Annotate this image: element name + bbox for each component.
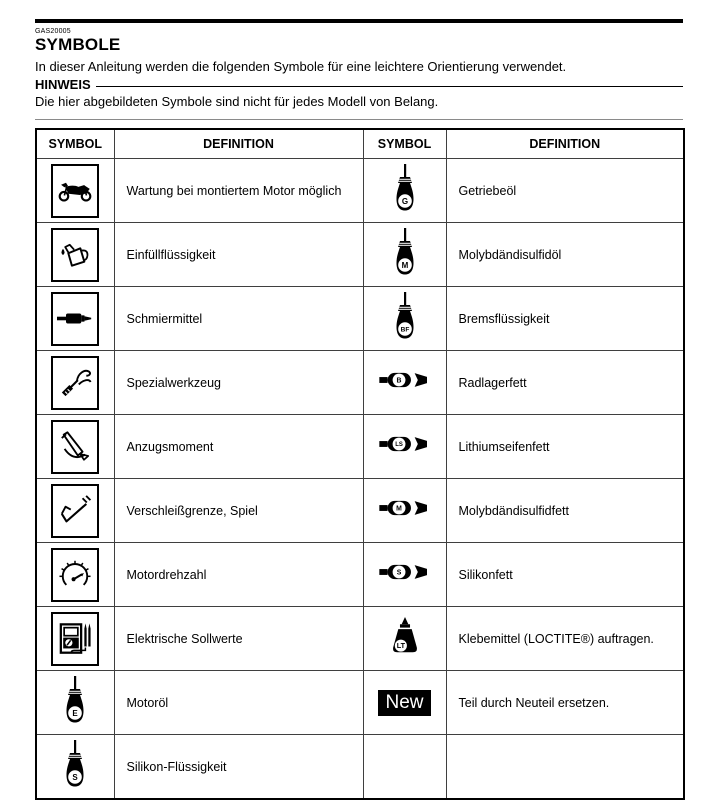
symbol-cell-right [363,543,446,607]
oilcan-icon [392,164,418,212]
definition-text: Klebemittel (LOCTITE®) auftragen. [458,631,654,646]
symbol-cell-right [363,671,446,735]
symbol-cell-right [363,223,446,287]
svg-text:M: M [395,505,402,513]
symbol-box [51,228,99,282]
svg-text:E: E [72,708,78,718]
notice-label: HINWEIS [35,77,91,92]
definition-text: Silikonfett [458,567,513,582]
svg-text:S: S [72,772,78,782]
symbol-box [51,612,99,666]
definition-text: Molybdändisulfidfett [458,503,569,518]
svg-text:LT: LT [396,641,405,651]
manual-page [35,0,683,800]
grease-applicator-icon [379,497,431,519]
symbol-box [51,420,99,474]
table-row [36,287,684,351]
symbol-box [51,356,99,410]
svg-text:B: B [396,377,402,385]
loctite-bottle-icon [387,617,423,655]
caliper-icon [58,494,92,528]
definition-text: Motordrehzahl [126,567,207,582]
definition-text: Wartung bei montiertem Motor möglich [126,183,342,198]
svg-text:LS: LS [394,442,403,449]
symbol-cell-right [363,607,446,671]
table-row [36,159,684,223]
definition-cell-right [446,671,684,735]
definition-cell-left [114,543,363,607]
definition-cell-left [114,287,363,351]
notice-header [35,78,683,92]
grease-applicator-icon [379,369,431,391]
header-definition-2: DEFINITION [446,129,684,159]
definition-cell-right [446,543,684,607]
oil-jug-icon [57,239,93,271]
oilcan-icon [62,740,88,788]
table-header-row [36,129,684,159]
notice-text: Die hier abgebildeten Symbole sind nicht für jedes Modell von Belang. [35,94,439,109]
definition-text: Getriebeöl [458,183,517,198]
definition-text: Spezialwerkzeug [126,375,221,390]
symbol-box [51,484,99,538]
grease-applicator-icon [379,433,431,455]
symbol-box [51,164,99,218]
definition-cell-right [446,223,684,287]
definition-text: Radlagerfett [458,375,527,390]
symbol-cell-left [36,671,114,735]
symbol-table-body [36,159,684,800]
grease-gun-icon [57,312,93,325]
definition-cell-left [114,479,363,543]
grease-applicator-icon [379,561,431,583]
definition-cell-right [446,735,684,800]
symbol-cell-left [36,479,114,543]
symbol-cell-right [363,735,446,800]
symbol-cell-left [36,351,114,415]
page-title: SYMBOLE [35,35,121,54]
definition-cell-left [114,415,363,479]
table-row [36,735,684,800]
symbol-cell-right [363,351,446,415]
table-row [36,479,684,543]
table-row [36,351,684,415]
definition-cell-left [114,351,363,415]
definition-cell-right [446,159,684,223]
new-badge: New [378,690,430,716]
symbol-table [35,128,685,800]
special-tool-icon [58,366,92,400]
definition-text: Molybdändisulfidöl [458,247,562,262]
definition-text: Einfüllflüssigkeit [126,247,216,262]
symbol-cell-right [363,415,446,479]
definition-cell-left [114,223,363,287]
symbol-cell-right [363,287,446,351]
symbol-cell-left [36,543,114,607]
svg-text:M: M [401,260,408,270]
multimeter-icon [58,622,92,656]
notice-rule [96,86,683,87]
definition-text: Bremsflüssigkeit [458,311,550,326]
symbol-cell-right [363,479,446,543]
table-row [36,671,684,735]
definition-text: Schmiermittel [126,311,203,326]
table-separator-rule [35,119,683,120]
definition-text: Anzugsmoment [126,439,214,454]
definition-cell-left [114,735,363,800]
symbol-box [51,548,99,602]
definition-text: Motoröl [126,695,169,710]
tachometer-icon [57,559,93,591]
symbol-cell-left [36,735,114,800]
header-symbol-2: SYMBOL [363,129,446,159]
table-row [36,223,684,287]
table-row [36,415,684,479]
svg-text:BF: BF [400,326,409,334]
torque-wrench-icon [58,430,92,464]
definition-cell-right [446,479,684,543]
svg-text:S: S [396,569,401,577]
symbol-cell-left [36,287,114,351]
motorcycle-icon [57,179,93,202]
definition-text: Lithiumseifenfett [458,439,550,454]
definition-cell-right [446,607,684,671]
page-top-rule [35,19,683,23]
definition-text: Silikon-Flüssigkeit [126,759,227,774]
symbol-box [51,292,99,346]
definition-cell-left [114,159,363,223]
table-row [36,543,684,607]
oilcan-icon [392,228,418,276]
definition-text: Elektrische Sollwerte [126,631,243,646]
section-code: GAS20005 [35,28,71,35]
symbol-cell-left [36,223,114,287]
symbol-cell-left [36,607,114,671]
definition-cell-right [446,351,684,415]
definition-cell-right [446,287,684,351]
header-definition-1: DEFINITION [114,129,363,159]
oilcan-icon [392,292,418,340]
definition-text: Teil durch Neuteil ersetzen. [458,695,610,710]
header-symbol-1: SYMBOL [36,129,114,159]
definition-cell-left [114,607,363,671]
svg-text:G: G [401,196,408,206]
definition-cell-left [114,671,363,735]
intro-text: In dieser Anleitung werden die folgenden Symbole für eine leichtere Orientierung verwendet. [35,59,567,74]
symbol-cell-left [36,415,114,479]
definition-text: Verschleißgrenze, Spiel [126,503,258,518]
symbol-cell-left [36,159,114,223]
definition-cell-right [446,415,684,479]
oilcan-icon [62,676,88,724]
symbol-cell-right [363,159,446,223]
table-row [36,607,684,671]
